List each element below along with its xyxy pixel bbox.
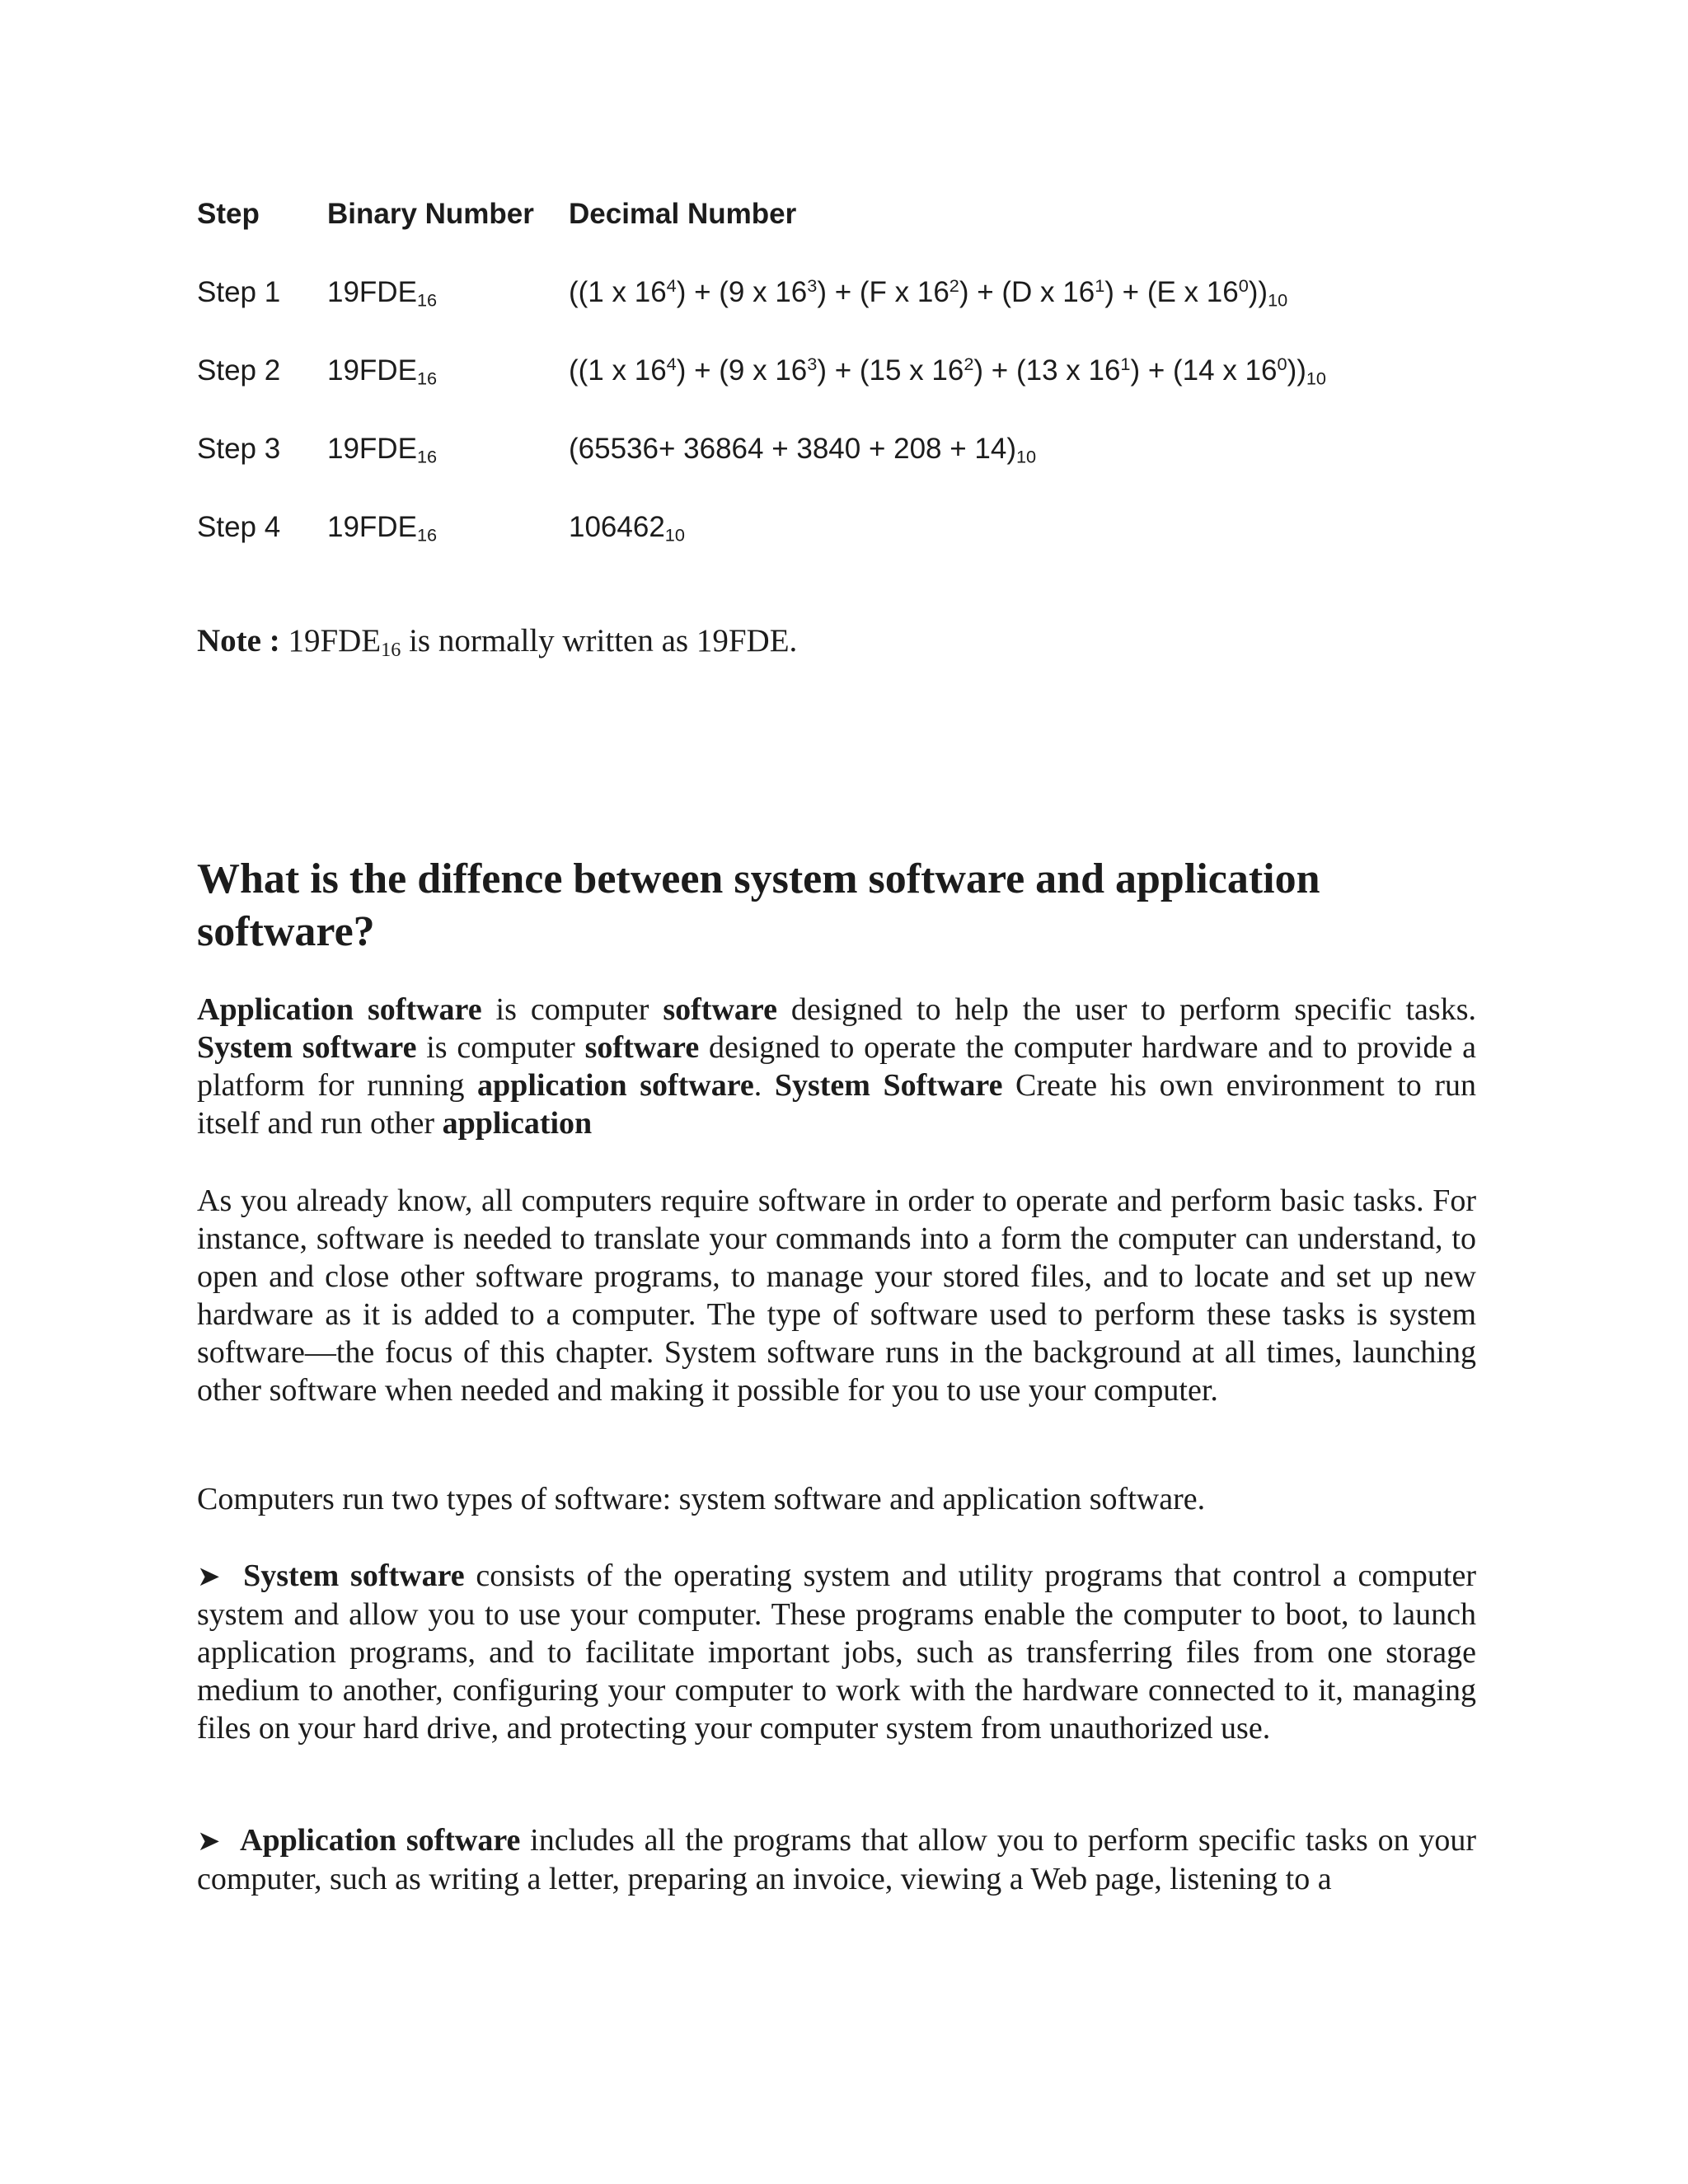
step-cell: Step 2 — [197, 354, 281, 387]
binary-value: 19FDE — [327, 276, 417, 308]
binary-number-cell — [327, 433, 437, 466]
bullet-term: Application software — [240, 1823, 521, 1858]
binary-base: 16 — [416, 368, 438, 389]
step-cell: Step 1 — [197, 276, 281, 308]
binary-number-cell — [327, 511, 437, 544]
bullet-term: System software — [243, 1558, 465, 1593]
bullet-arrow-icon: ➤ — [197, 1825, 221, 1858]
note-line — [197, 622, 798, 662]
intro-paragraph: As you already know, all computers require software in order to operate and perform basic tasks. For instance, software is needed to translate your commands into a form the computer can understand, to open and close other software programs, to manage your stored files, and to locate and set up new hardware as it is added to a computer. The type of software used to perform these tasks is system software—the focus of this chapter. System software runs in the background at all times, launching other software when needed and making it possible for you to use your computer. — [197, 1183, 1476, 1408]
decimal-number-cell: ((1 x $16^4) + (9$ x $16^3) + (15$ x $16^2) + (13$ x $16^1) + (14$ x $16^0))_{10}$ — [569, 354, 1326, 389]
binary-number-cell — [327, 354, 437, 387]
binary-value: 19FDE — [327, 433, 417, 465]
binary-base: 16 — [416, 289, 438, 311]
binary-value: 19FDE — [327, 511, 417, 543]
binary-value: 19FDE — [327, 354, 417, 387]
binary-number-cell — [327, 276, 437, 309]
header-decimal-number: Decimal Number — [569, 198, 797, 230]
bullet-system-software — [197, 1557, 1476, 1747]
decimal-number-cell: $106462_{10}$ — [569, 511, 685, 546]
decimal-number-cell: ((1 x $16^4) + (9$ x $16^3) + (F$ x $16^2) + (D$ x $16^1) + (E$ x $16^0))_{10}$ — [569, 275, 1288, 311]
binary-base: 16 — [416, 446, 438, 467]
header-step: Step — [197, 198, 260, 230]
bullet-text: consists of the operating system and utility programs that control a computer system and allow you to use your computer. These programs enable the computer to boot, to launch application programs, and to facilitate important jobs, such as transferring files from one storage medium to another, configuring your computer to work with the hardware connected to it, managing files on your hard drive, and protecting your computer system from unauthorized use. — [197, 1558, 1476, 1746]
binary-base: 16 — [416, 524, 438, 546]
bullet-text: includes all the programs that allow you to perform specific tasks on your computer, such as writing a letter, preparing an invoice, viewing a Web page, listening to a — [197, 1823, 1477, 1896]
header-binary-number: Binary Number — [327, 198, 534, 230]
step-cell: Step 3 — [197, 433, 281, 465]
note-rest: is normally written as 19FDE. — [401, 623, 798, 658]
bullet-application-software — [197, 1821, 1476, 1898]
section-heading: What is the diffence between system software and application software? — [197, 855, 1320, 955]
definition-paragraph: Application software is computer software designed to help the user to perform specific tasks. System software is computer software designed to operate the computer hardware and to provide a platform for running application software. System Software Create his own environment to run itself and run other application — [197, 992, 1477, 1141]
note-label: Note : — [197, 623, 280, 658]
types-paragraph: Computers run two types of software: system software and application software. — [197, 1482, 1206, 1516]
bullet-arrow-icon: ➤ — [197, 1560, 221, 1593]
decimal-number-cell: $(65536+ 36864 + 3840 + 208 + 14)_{10}$ — [569, 433, 1037, 467]
step-cell: Step 4 — [197, 511, 281, 543]
note-value: 19FDE — [288, 623, 382, 658]
note-base: 16 — [381, 639, 401, 662]
